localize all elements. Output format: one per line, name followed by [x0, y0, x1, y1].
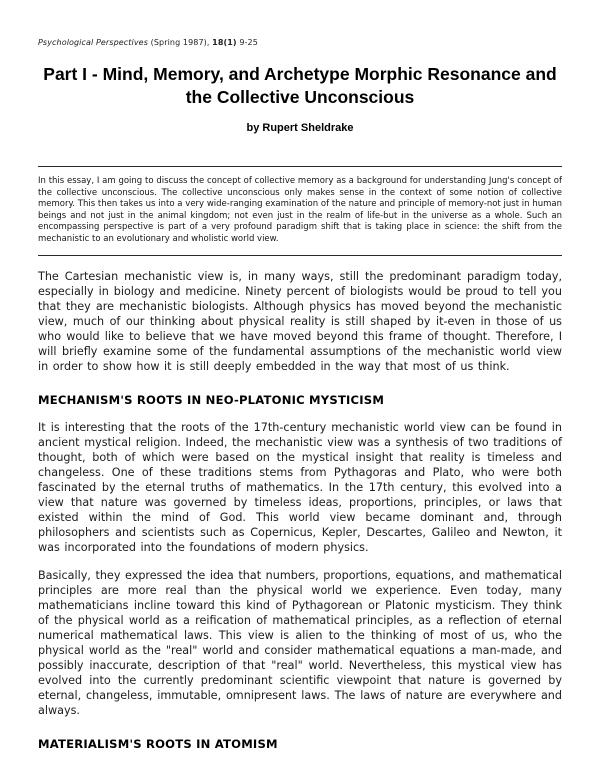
journal-name: Psychological Perspectives: [38, 38, 148, 47]
title-line-1: Part I - Mind, Memory, and Archetype Morphic Resonance and: [43, 64, 557, 84]
journal-issue: (Spring 1987),: [147, 38, 213, 47]
paragraph-mathematical-mysticism: Basically, they expressed the idea that numbers, proportions, equations, and mathematical principles are more real than the physical world we experience. Even today, many mathematicians incline toward this kind of Pythagorean or Platonic mysticism. They think of the physical world as a reification of mathematical principles, as a reflection of eternal numerical mathematical laws. This view is alien to the thinking of most of us, who the physical world as the "real" world and consider mathematical equations a man-made, and possibly inaccurate, description of that "real" world. Nevertheless, this mystical view has evolved into the currently predominant scientific viewpoint that nature is governed by eternal, changeless, immutable, omnipresent laws. The laws of nature are everywhere and always.: [38, 569, 562, 718]
section-heading-mechanism-roots: MECHANISM'S ROOTS IN NEO-PLATONIC MYSTICISM: [38, 393, 385, 408]
divider-bottom: [38, 255, 562, 256]
journal-citation: [38, 38, 562, 47]
byline: by Rupert Sheldrake: [246, 122, 354, 135]
page-title: [38, 63, 562, 109]
abstract-text: In this essay, I am going to discuss the concept of collective memory as a background for understanding Jung's concept of the collective unconscious. The collective unconscious only makes sense in the context of some notion of collective memory. This then takes us into a very wide-ranging examination of the nature and principle of memory-not just in human beings and not just in the animal kingdom; not even just in the realm of life-but in the universe as a whole. Such an encompassing perspective is part of a very profound paradigm shift that is taking place in science: the shift from the mechanistic to an evolutionary and wholistic world view.: [38, 176, 562, 244]
paragraph-cartesian-view: The Cartesian mechanistic view is, in many ways, still the predominant paradigm today, especially in biology and medicine. Ninety percent of biologists would be proud to tell you that they are mechanistic biologists. Although physics has moved beyond the mechanistic view, much of our thinking about physical reality is still shaped by it-even in those of us who would like to believe that we have moved beyond this frame of thought. Therefore, I will briefly examine some of the fundamental assumptions of the mechanistic world view in order to show how it is still deeply embedded in the way that most of us think.: [38, 270, 562, 374]
journal-pages: 9-25: [236, 38, 258, 47]
paragraph-mechanism-roots: It is interesting that the roots of the 17th-century mechanistic world view can be found in ancient mystical religion. Indeed, the mechanistic view was a synthesis of two traditions of thought, both of which were based on the mystical insight that reality is timeless and changeless. One of these traditions stems from Pythagoras and Plato, who were both fascinated by the eternal truths of mathematics. In the 17th century, this evolved into a view that nature was governed by timeless ideas, proportions, principles, or laws that existed within the mind of God. This world view became dominant and, through philosophers and scientists such as Copernicus, Kepler, Descartes, Galileo and Newton, it was incorporated into the foundations of modern physics.: [38, 421, 562, 555]
title-line-2: the Collective Unconscious: [185, 87, 415, 108]
journal-volume: 18(1): [212, 38, 237, 47]
section-heading-materialism-roots: MATERIALISM'S ROOTS IN ATOMISM: [38, 737, 278, 752]
